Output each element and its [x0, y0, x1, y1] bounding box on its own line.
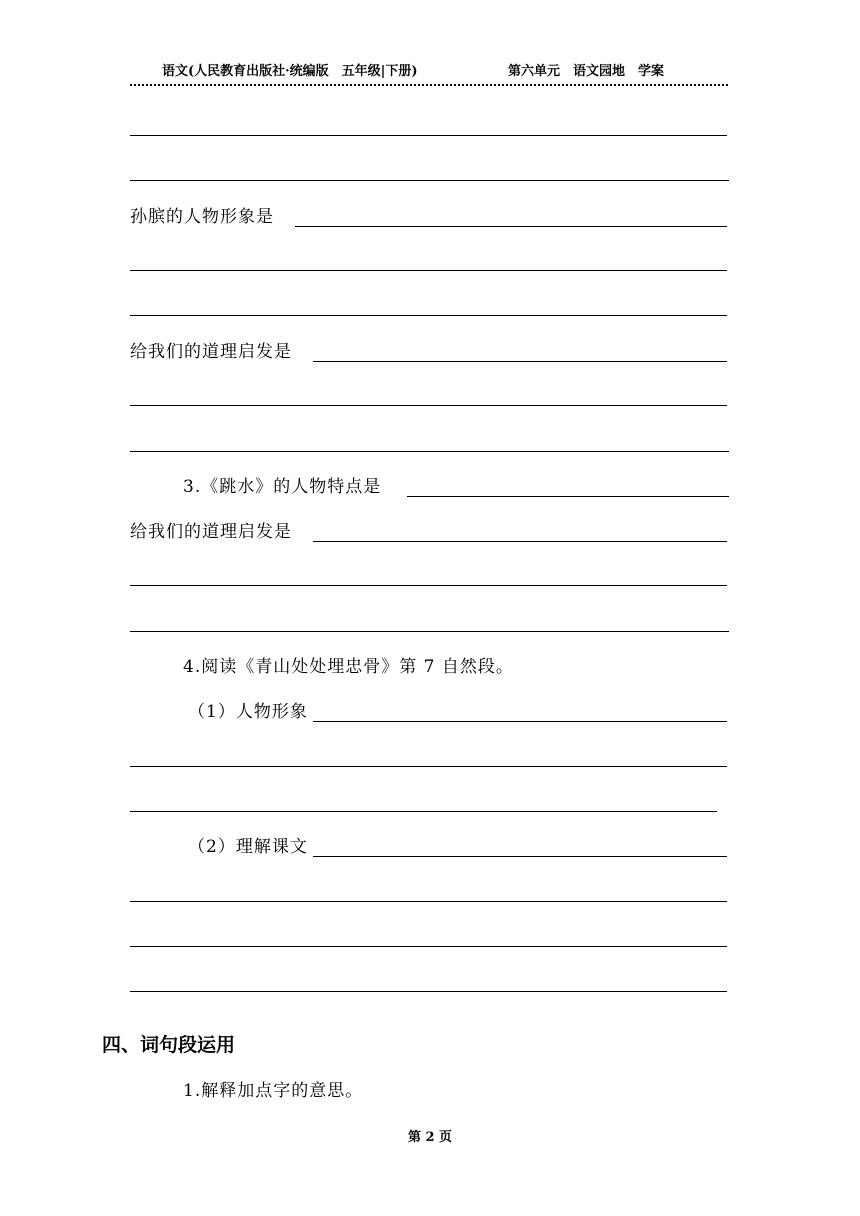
answer-line[interactable] [130, 451, 729, 452]
sun-bin-label: 孙膑的人物形象是 [130, 207, 274, 227]
lesson-label: 给我们的道理启发是 [130, 522, 292, 542]
answer-line[interactable] [313, 361, 727, 362]
answer-line[interactable] [130, 811, 717, 812]
answer-line[interactable] [313, 856, 727, 857]
answer-line[interactable] [130, 585, 727, 586]
answer-line[interactable] [313, 541, 727, 542]
answer-line[interactable] [407, 496, 729, 497]
answer-line[interactable] [130, 135, 727, 136]
q4-2-label: （2）理解课文 [188, 837, 308, 857]
answer-line[interactable] [130, 405, 727, 406]
answer-line[interactable] [130, 631, 729, 632]
q4-1-label: （1）人物形象 [188, 702, 308, 722]
answer-line[interactable] [130, 946, 727, 947]
answer-line[interactable] [313, 721, 727, 722]
q4-title: 4.阅读《青山处处埋忠骨》第 7 自然段。 [183, 657, 514, 677]
page-number: 第 2 页 [407, 1130, 453, 1145]
lesson-label: 给我们的道理启发是 [130, 342, 292, 362]
answer-line[interactable] [130, 180, 729, 181]
answer-line[interactable] [130, 315, 727, 316]
q3-label: 3.《跳水》的人物特点是 [183, 477, 382, 497]
answer-line[interactable] [295, 226, 727, 227]
answer-line[interactable] [130, 766, 727, 767]
section-title: 四、词句段运用 [102, 1034, 236, 1056]
header-unit-info: 第六单元 语文园地 学案 [508, 64, 665, 79]
page-header [130, 62, 728, 86]
section4-item1: 1.解释加点字的意思。 [183, 1081, 364, 1101]
header-course-info: 语文(人民教育出版社·统编版 五年级|下册) [162, 64, 418, 79]
answer-line[interactable] [130, 270, 727, 271]
answer-line[interactable] [130, 901, 727, 902]
answer-line[interactable] [130, 991, 727, 992]
